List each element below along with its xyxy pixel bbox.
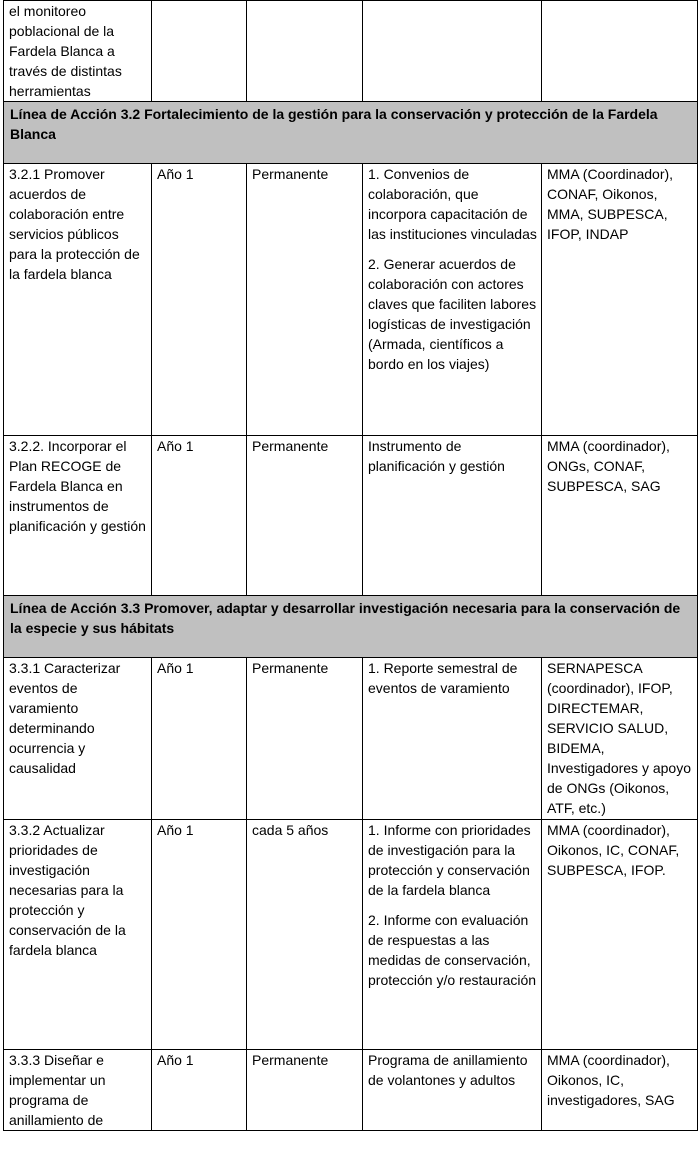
cell-paragraph: Año 1	[157, 822, 194, 838]
responsible-cell	[542, 164, 698, 436]
frequency-cell	[247, 436, 363, 596]
cell-paragraph: Permanente	[252, 166, 329, 182]
cell-paragraph: 3.3.2 Actualizar prioridades de investigación necesarias para la protección y conservación de la fardela blanca	[9, 822, 126, 958]
cell-paragraph: MMA (coordinador), Oikonos, IC, CONAF, SUBPESCA, IFOP.	[547, 822, 680, 878]
table-row	[4, 820, 698, 1050]
start-cell	[152, 436, 247, 596]
cell-paragraph: Permanente	[252, 660, 329, 676]
frequency-cell	[247, 658, 363, 820]
section-header-row	[4, 596, 698, 658]
cell-paragraph: Año 1	[157, 1052, 194, 1068]
cell-paragraph: 1. Informe con prioridades de investigación para la protección y conservación de la fardela blanca	[368, 822, 531, 898]
objective-cell	[4, 436, 152, 596]
responsible-cell	[542, 658, 698, 820]
action-plan-table	[3, 0, 698, 1131]
indicator-cell	[363, 1050, 542, 1131]
table-row	[4, 164, 698, 436]
cell-paragraph: Permanente	[252, 1052, 329, 1068]
cell-paragraph: Año 1	[157, 660, 194, 676]
indicator-cell	[363, 658, 542, 820]
cell-paragraph: 3.3.1 Caracterizar eventos de varamiento determinando ocurrencia y causalidad	[9, 660, 121, 776]
objective-cell	[4, 1050, 152, 1131]
section-title: Línea de Acción 3.3 Promover, adaptar y desarrollar investigación necesaria para la conservación de la especie y sus hábitats	[4, 596, 698, 658]
cell-paragraph: MMA (coordinador), ONGs, CONAF, SUBPESCA, SAG	[547, 438, 670, 494]
cell-paragraph: MMA (Coordinador), CONAF, Oikonos, MMA, SUBPESCA, IFOP, INDAP	[547, 166, 674, 242]
table-body	[4, 1, 698, 1131]
indicator-cell	[363, 436, 542, 596]
cell-paragraph: 2. Generar acuerdos de colaboración con actores claves que faciliten labores logísticas de investigación (Armada, científicos a bordo en los viajes)	[368, 256, 537, 372]
cell-paragraph: MMA (coordinador), Oikonos, IC, investigadores, SAG	[547, 1052, 675, 1108]
responsible-cell	[542, 1050, 698, 1131]
start-cell	[152, 820, 247, 1050]
table-row	[4, 1, 698, 102]
objective-cell	[4, 658, 152, 820]
cell-paragraph: 1. Convenios de colaboración, que incorpora capacitación de las instituciones vinculadas	[368, 166, 537, 242]
cell-paragraph: Permanente	[252, 438, 329, 454]
indicator-cell	[363, 164, 542, 436]
objective-cell	[4, 164, 152, 436]
cell-paragraph: 1. Reporte semestral de eventos de varamiento	[368, 660, 518, 696]
cell-paragraph: 3.2.2. Incorporar el Plan RECOGE de Fardela Blanca en instrumentos de planificación y gestión	[9, 438, 146, 534]
table-row	[4, 436, 698, 596]
table-row	[4, 1050, 698, 1131]
cell-paragraph: Año 1	[157, 166, 194, 182]
cell-paragraph: cada 5 años	[252, 822, 329, 838]
table-row	[4, 658, 698, 820]
cell-paragraph: 2. Informe con evaluación de respuestas a las medidas de conservación, protección y/o restauración	[368, 912, 537, 988]
start-cell	[152, 164, 247, 436]
indicator-cell	[363, 1, 542, 102]
objective-cell	[4, 820, 152, 1050]
cell-paragraph: el monitoreo poblacional de la Fardela Blanca a través de distintas herramientas	[9, 3, 122, 99]
start-cell	[152, 658, 247, 820]
cell-paragraph: 3.2.1 Promover acuerdos de colaboración entre servicios públicos para la protección de la fardela blanca	[9, 166, 140, 282]
frequency-cell	[247, 820, 363, 1050]
responsible-cell	[542, 1, 698, 102]
start-cell	[152, 1050, 247, 1131]
section-title: Línea de Acción 3.2 Fortalecimiento de la gestión para la conservación y protección de la Fardela Blanca	[4, 102, 698, 164]
cell-paragraph: Año 1	[157, 438, 194, 454]
section-header-row	[4, 102, 698, 164]
cell-paragraph: Instrumento de planificación y gestión	[368, 438, 505, 474]
frequency-cell	[247, 1050, 363, 1131]
indicator-cell	[363, 820, 542, 1050]
cell-paragraph: Programa de anillamiento de volantones y adultos	[368, 1052, 528, 1088]
responsible-cell	[542, 436, 698, 596]
responsible-cell	[542, 820, 698, 1050]
cell-paragraph: SERNAPESCA (coordinador), IFOP, DIRECTEMAR, SERVICIO SALUD, BIDEMA, Investigadores y apoyo de ONGs (Oikonos, ATF, etc.)	[547, 660, 691, 816]
cell-paragraph: 3.3.3 Diseñar e implementar un programa de anillamiento de	[9, 1052, 106, 1128]
start-cell	[152, 1, 247, 102]
objective-cell	[4, 1, 152, 102]
frequency-cell	[247, 1, 363, 102]
frequency-cell	[247, 164, 363, 436]
